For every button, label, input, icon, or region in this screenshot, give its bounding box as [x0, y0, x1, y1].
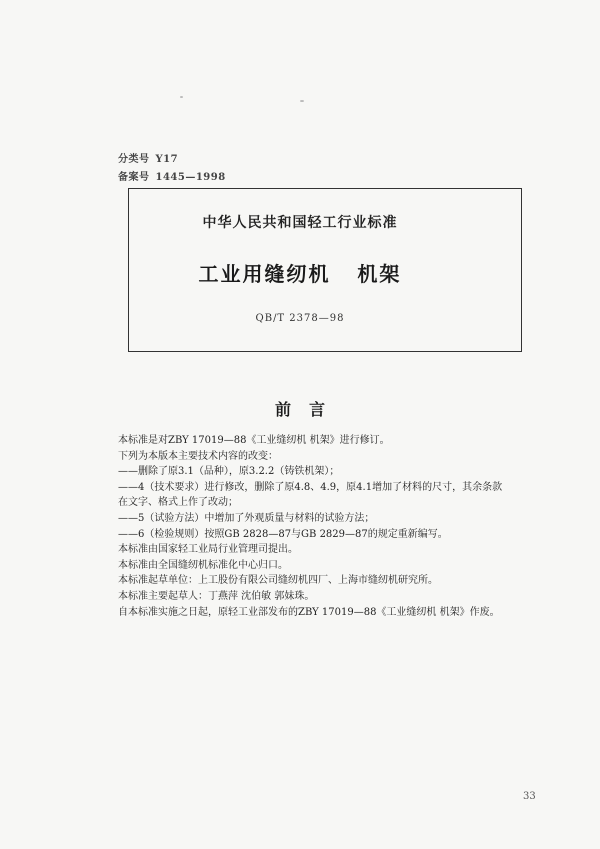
record-number — [118, 168, 226, 183]
preface-paragraph: 本标准起草单位：上工股份有限公司缝纫机四厂、上海市缝纫机研究所。 — [118, 575, 438, 587]
preface-paragraph: ——5（试验方法）中增加了外观质量与材料的试验方法； — [118, 512, 375, 524]
preface-paragraph: 自本标准实施之日起，原轻工业部发布的ZBY 17019—88《工业缝纫机 机架》作废。 — [118, 606, 500, 618]
scan-speck — [180, 96, 183, 98]
standard-number: QB/T 2378—98 — [255, 313, 345, 324]
record-value: 1445—1998 — [155, 172, 226, 183]
preface-paragraph: 本标准由国家轻工业局行业管理司提出。 — [118, 544, 298, 556]
classification-number — [118, 150, 178, 165]
issuing-organization: 中华人民共和国轻工行业标准 — [202, 215, 398, 231]
preface-paragraph: ——6（检验规则）按照GB 2828—87与GB 2829—87的规定重新编写。 — [118, 528, 448, 540]
scan-speck — [300, 100, 304, 102]
preface-paragraph: ——删除了原3.1（品种），原3.2.2（铸铁机架）； — [118, 466, 340, 478]
preface-body — [118, 433, 508, 620]
preface-paragraph: 本标准是对ZBY 17019—88《工业缝纫机 机架》进行修订。 — [118, 435, 390, 446]
preface-paragraph: 本标准由全国缝纫机标准化中心归口。 — [118, 559, 288, 571]
document-title: 工业用缝纫机 机架 — [198, 262, 402, 286]
classification-label: 分类号 — [118, 154, 150, 165]
preface-paragraph: 下列为本版本主要技术内容的改变： — [118, 450, 278, 462]
preface-paragraph: ——4（技术要求）进行修改，删除了原4.8、4.9，原4.1增加了材料的尺寸，其余条款在文字、格式上作了改动； — [118, 481, 503, 509]
page-number: 33 — [523, 791, 536, 802]
preface-paragraph: 本标准主要起草人：丁燕萍 沈伯敏 郭妹珠。 — [118, 590, 315, 602]
classification-value: Y17 — [155, 154, 179, 165]
record-label: 备案号 — [118, 172, 150, 183]
preface-heading: 前言 — [274, 400, 343, 419]
